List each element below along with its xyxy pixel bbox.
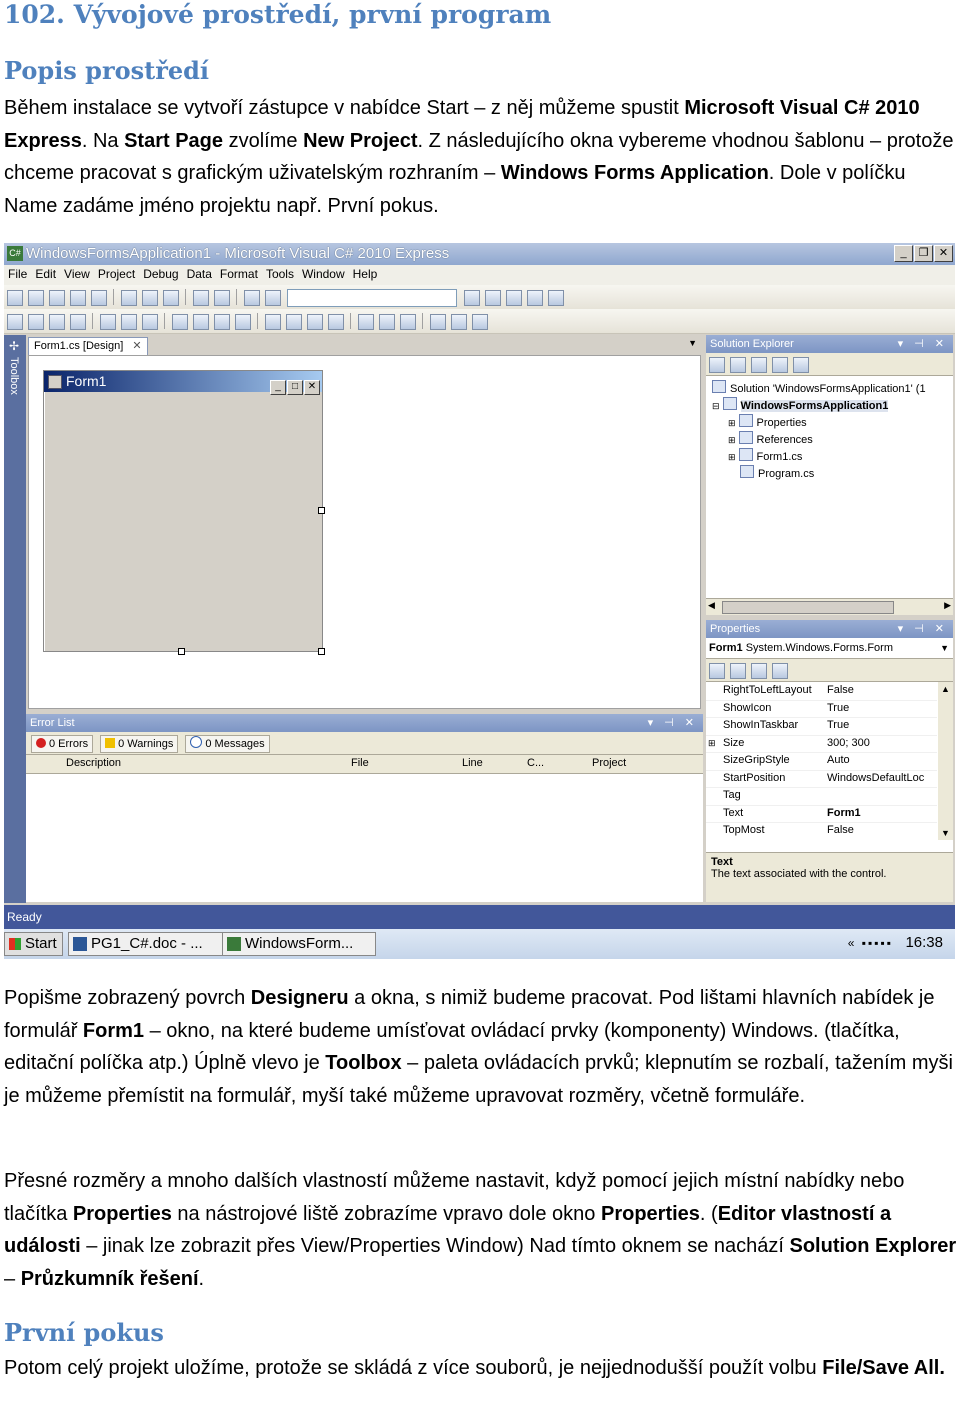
paragraph-properties (4, 1165, 960, 1295)
error-list-title-bar (26, 714, 703, 732)
text-run: Potom celý projekt uložíme, protože se skládá z více souborů, je nejjednodušší použít volbu (4, 1357, 823, 1379)
menu-tools[interactable]: Tools (265, 267, 294, 281)
resize-handle-bottom[interactable] (178, 648, 185, 655)
column-file[interactable]: File (351, 757, 369, 769)
project-node[interactable] (712, 397, 888, 412)
scroll-left-icon[interactable]: ◀ (708, 600, 715, 610)
toolbar-separator (113, 289, 114, 305)
save-icon[interactable] (70, 290, 86, 306)
text-run: – (4, 1267, 21, 1290)
warnings-filter-button[interactable] (100, 735, 178, 753)
ide-title-bar (4, 243, 955, 265)
text-run: – okno, na které budeme umísťovat ovládací prvky (komponenty) Windows. (tlačítka, editační políčka atp.) Úplně vlevo je (4, 1019, 900, 1074)
section-title-popis: Popis prostředí (4, 56, 210, 85)
vertical-scrollbar[interactable] (938, 682, 953, 840)
task-label: WindowsForm... (245, 935, 354, 952)
pane-buttons[interactable]: ▾ ⊣ ✕ (897, 623, 948, 635)
description-text: The text associated with the control. (711, 868, 887, 880)
error-icon (36, 738, 46, 748)
scroll-thumb[interactable] (722, 601, 894, 614)
same-height-icon[interactable] (193, 314, 209, 330)
pane-buttons[interactable]: ▾ ⊣ ✕ (647, 717, 698, 729)
ide-window-title: WindowsFormsApplication1 - Microsoft Visual C# 2010 Express (26, 245, 450, 262)
property-row-selected[interactable] (706, 805, 937, 824)
bold-run: Form1 (82, 1019, 145, 1042)
align-middle-icon[interactable] (121, 314, 137, 330)
text-run: a okna, s nimiž budeme pracovat. Pod lištami hlavních nabídek je formulář (4, 987, 935, 1042)
csharp-app-icon: C# (7, 246, 23, 261)
property-row[interactable] (706, 770, 937, 789)
properties-toolbar (706, 659, 953, 682)
alphabetical-icon[interactable] (730, 663, 746, 679)
menu-project[interactable]: Project (97, 267, 136, 281)
minimize-icon: _ (270, 380, 286, 395)
align-bottom-icon[interactable] (142, 314, 158, 330)
paragraph-save (4, 1352, 960, 1385)
tree-item-label: Program.cs (758, 468, 815, 480)
center-horizontally-icon[interactable] (379, 314, 395, 330)
pane-buttons[interactable]: ▾ ⊣ ✕ (897, 338, 948, 350)
redo-icon[interactable] (214, 290, 230, 306)
text-run: Přesné rozměry a mnoho dalších vlastností můžeme nastavit, když pomocí jejich místní nabídky nebo tlačítka (4, 1170, 905, 1225)
design-surface[interactable] (28, 355, 701, 709)
maximize-icon: □ (287, 380, 303, 395)
same-width-icon[interactable] (172, 314, 188, 330)
solution-explorer-title-bar (706, 335, 953, 353)
increase-spacing-icon[interactable] (286, 314, 302, 330)
property-value[interactable]: WindowsDefaultLoc (827, 771, 925, 784)
minimize-icon[interactable]: _ (894, 245, 913, 262)
property-name: ShowIcon (723, 701, 772, 714)
project-icon (723, 397, 737, 410)
property-value[interactable]: True (827, 701, 850, 714)
tree-item-program[interactable] (740, 465, 814, 480)
form1-title-bar[interactable] (44, 371, 322, 392)
cut-icon[interactable] (121, 290, 137, 306)
project-label: WindowsFormsApplication1 (740, 400, 889, 412)
column-project[interactable]: Project (592, 757, 627, 769)
toolbar-separator (92, 313, 93, 329)
text-run: . ( (699, 1202, 718, 1225)
toolbar-separator (236, 289, 237, 305)
toolbox-icon[interactable] (506, 290, 522, 306)
visual-csharp-icon (227, 937, 241, 951)
resize-handle-corner[interactable] (318, 648, 325, 655)
align-center-icon[interactable] (49, 314, 65, 330)
tree-item-form1[interactable] (728, 448, 802, 463)
layout-toolbar (4, 309, 955, 334)
properties-folder-icon (739, 414, 753, 427)
property-row[interactable] (706, 717, 937, 736)
expand-icon[interactable]: ⊞ (728, 418, 736, 428)
description-title: Text (711, 856, 733, 868)
word-doc-icon (73, 937, 87, 951)
text-run: Popišme zobrazený povrch (4, 987, 251, 1009)
property-value[interactable]: False (827, 824, 854, 836)
status-bar: Ready (4, 905, 955, 929)
windows-logo-icon (9, 938, 21, 950)
solution-explorer-title: Solution Explorer (710, 338, 794, 350)
toolbar-separator (350, 313, 351, 329)
warning-icon (105, 738, 115, 748)
property-value[interactable]: True (827, 719, 850, 731)
solution-explorer-icon[interactable] (464, 290, 480, 306)
properties-window-icon[interactable] (485, 290, 501, 306)
align-right-icon[interactable] (70, 314, 86, 330)
collapse-icon[interactable]: ⊟ (712, 401, 720, 411)
bold-run: Designeru (250, 987, 349, 1009)
restore-icon[interactable]: ❐ (914, 245, 933, 262)
bold-run: File/Save All. (822, 1357, 945, 1379)
text-run: . Z následujícího okna vybereme vhodnou šablonu – protože chceme pracovat s grafickým uživatelským rozhraním – (4, 129, 954, 184)
solution-icon (712, 380, 726, 393)
save-all-icon[interactable] (91, 290, 107, 306)
tab-order-icon[interactable] (472, 314, 488, 330)
expand-icon[interactable]: ⊞ (728, 452, 736, 462)
menu-edit[interactable]: Edit (35, 267, 57, 281)
property-name: RightToLeftLayout (723, 684, 812, 696)
property-value[interactable]: Auto (827, 754, 850, 766)
errors-filter-button[interactable] (31, 735, 93, 753)
menu-help[interactable]: Help (352, 267, 378, 281)
error-list-header (26, 755, 703, 774)
property-row[interactable] (706, 752, 937, 771)
property-name: ShowInTaskbar (723, 719, 799, 731)
undo-icon[interactable] (193, 290, 209, 306)
new-project-icon[interactable] (7, 290, 23, 306)
csharp-file-icon (740, 465, 754, 478)
solution-explorer-toolbar (706, 353, 953, 376)
windows-taskbar (4, 929, 955, 959)
align-top-icon[interactable] (100, 314, 116, 330)
chevron-down-icon[interactable]: ▼ (940, 643, 949, 653)
bold-run: Windows Forms Application (500, 162, 769, 184)
scroll-up-icon[interactable]: ▲ (941, 684, 950, 694)
bold-run: Toolbox (325, 1052, 402, 1074)
start-debugging-icon[interactable] (244, 290, 260, 306)
start-button[interactable] (4, 932, 63, 956)
section-title-prvni-pokus: První pokus (4, 1318, 164, 1347)
find-in-files-icon[interactable] (265, 290, 281, 306)
paragraph-intro (4, 92, 960, 222)
property-row[interactable] (706, 787, 937, 806)
find-combo[interactable] (287, 289, 457, 307)
text-run: – paleta ovládacích prvků; klepnutím se rozbalí, tažením myši je můžeme přemístit na formulář, myší také můžeme upravovat rozměry, včetně formuláře. (4, 1052, 953, 1107)
scroll-right-icon[interactable]: ▶ (944, 600, 951, 610)
solution-label: Solution 'WindowsFormsApplication1' (1 (730, 383, 926, 395)
decrease-spacing-icon[interactable] (307, 314, 323, 330)
same-size-icon[interactable] (214, 314, 230, 330)
toolbox-label[interactable]: Toolbox (8, 357, 20, 395)
toolbar-separator (185, 289, 186, 305)
categorized-icon[interactable] (709, 663, 725, 679)
standard-toolbar (4, 285, 955, 310)
expand-icon[interactable]: ⊞ (708, 737, 716, 748)
properties-icon[interactable] (709, 357, 725, 373)
property-name: SizeGripStyle (723, 754, 790, 766)
form1-window[interactable] (43, 370, 323, 652)
property-name: StartPosition (723, 771, 786, 784)
center-vertically-icon[interactable] (400, 314, 416, 330)
dropdown-arrow-icon[interactable]: ▼ (688, 338, 697, 348)
tab-form1-design[interactable] (28, 337, 148, 355)
error-filter-tabs (26, 732, 703, 755)
expand-icon[interactable]: ⊞ (728, 435, 736, 445)
toolbar-separator (164, 313, 165, 329)
taskbar-item-vs[interactable] (222, 932, 376, 956)
errors-count: 0 Errors (49, 738, 89, 750)
object-selector[interactable] (706, 638, 953, 659)
view-code-icon[interactable] (772, 357, 788, 373)
open-file-icon[interactable] (49, 290, 65, 306)
scroll-down-icon[interactable]: ▼ (941, 828, 950, 838)
property-grid (706, 682, 953, 840)
taskbar-item-word[interactable] (68, 932, 227, 956)
form-file-icon (739, 448, 753, 461)
document-tab-bar (26, 335, 703, 355)
close-icon[interactable]: ✕ (934, 245, 953, 262)
menu-bar (4, 265, 955, 285)
horizontal-scrollbar[interactable] (706, 598, 953, 615)
solution-node[interactable] (712, 380, 926, 395)
bold-run: Start Page (124, 129, 224, 152)
tab-label: Form1.cs [Design] (34, 340, 124, 352)
menu-file[interactable]: File (8, 267, 28, 281)
ide-screenshot (4, 243, 955, 959)
bold-run: Průzkumník řešení (20, 1267, 199, 1290)
tree-item-properties[interactable] (728, 414, 807, 429)
remove-spacing-icon[interactable] (328, 314, 344, 330)
properties-pane (706, 620, 953, 902)
text-run: Během instalace se vytvoří zástupce v nabídce Start – z něj můžeme spustit (4, 97, 685, 119)
horizontal-spacing-icon[interactable] (265, 314, 281, 330)
text-run: zvolíme (223, 129, 304, 152)
info-icon (190, 736, 202, 748)
paste-icon[interactable] (163, 290, 179, 306)
resize-handle-right[interactable] (318, 507, 325, 514)
property-value[interactable]: 300; 300 (827, 736, 870, 749)
tree-item-label: References (756, 434, 813, 446)
property-name: TopMost (723, 824, 765, 836)
references-icon (739, 431, 753, 444)
property-name: Size (723, 736, 745, 749)
property-description (706, 852, 953, 902)
tree-item-label: Properties (756, 417, 807, 429)
bold-run: New Project (303, 129, 418, 152)
bring-to-front-icon[interactable] (430, 314, 446, 330)
form-designer (26, 335, 703, 711)
start-label: Start (25, 935, 57, 952)
property-value[interactable]: False (827, 684, 854, 696)
menu-data[interactable]: Data (186, 267, 212, 281)
menu-format[interactable]: Format (219, 267, 258, 281)
toolbar-separator (257, 313, 258, 329)
bold-run: Editor vlastností a události (4, 1202, 892, 1257)
property-row[interactable] (706, 735, 937, 754)
form1-title: Form1 (66, 373, 107, 389)
property-name: Tag (723, 789, 741, 801)
error-list-title: Error List (30, 717, 75, 729)
view-designer-icon[interactable] (793, 357, 809, 373)
warnings-count: 0 Warnings (118, 738, 174, 750)
property-name: Text (723, 806, 744, 819)
menu-view[interactable]: View (64, 267, 90, 281)
object-name: Form1 (709, 642, 743, 654)
system-tray[interactable]: « ▪▪▪▪▪ (847, 936, 893, 950)
events-icon[interactable] (772, 663, 788, 679)
paragraph-designer (4, 982, 960, 1112)
text-run: – jinak lze zobrazit přes View/Properties Window) Nad tímto oknem se nachází (80, 1235, 790, 1257)
task-label: PG1_C#.doc - ... (91, 935, 203, 952)
text-run: na nástrojové liště zobrazíme vpravo dole okno (171, 1202, 601, 1225)
menu-window[interactable]: Window (301, 267, 345, 281)
menu-debug[interactable]: Debug (143, 267, 179, 281)
bold-run: Properties (600, 1202, 700, 1225)
close-icon: ✕ (304, 380, 320, 395)
property-row[interactable] (706, 700, 937, 719)
properties-title-bar (706, 620, 953, 638)
tree-item-label: Form1.cs (756, 451, 803, 463)
align-grid-icon[interactable] (7, 314, 23, 330)
property-row[interactable] (706, 682, 937, 701)
start-page-icon[interactable] (548, 290, 564, 306)
toolbar-separator (422, 313, 423, 329)
size-to-grid-icon[interactable] (235, 314, 251, 330)
add-item-icon[interactable] (28, 290, 44, 306)
error-list-pane (26, 714, 703, 902)
clock: 16:38 (905, 934, 943, 951)
text-run: . Dole v políčku Name zadáme jméno projektu např. První pokus. (4, 162, 906, 217)
vertical-spacing-icon[interactable] (358, 314, 374, 330)
text-run: . Na (81, 129, 125, 152)
messages-filter-button[interactable] (185, 735, 269, 753)
refresh-icon[interactable] (751, 357, 767, 373)
object-browser-icon[interactable] (527, 290, 543, 306)
property-row[interactable] (706, 822, 937, 840)
bold-run: Solution Explorer (789, 1235, 957, 1257)
pin-icon[interactable]: ✢ (9, 339, 20, 353)
window-buttons (893, 245, 953, 262)
column-line[interactable]: Line (462, 757, 483, 769)
document-heading: 102. Vývojové prostředí, první program (4, 0, 552, 29)
tree-item-references[interactable] (728, 431, 813, 446)
column-description[interactable]: Description (66, 757, 122, 769)
send-to-back-icon[interactable] (451, 314, 467, 330)
show-all-files-icon[interactable] (730, 357, 746, 373)
property-value[interactable]: Form1 (827, 806, 861, 819)
text-run: . (198, 1267, 205, 1290)
object-type: System.Windows.Forms.Form (745, 642, 893, 654)
form-icon (48, 375, 62, 389)
close-tab-icon[interactable]: ✕ (132, 340, 142, 352)
copy-icon[interactable] (142, 290, 158, 306)
solution-explorer-pane (706, 335, 953, 615)
column-c[interactable]: C... (527, 757, 545, 769)
bold-run: Microsoft Visual C# 2010 Express (4, 97, 920, 152)
properties-title: Properties (710, 623, 761, 635)
toolbox-strip[interactable] (4, 335, 26, 903)
form1-window-buttons (269, 374, 320, 395)
bold-run: Properties (72, 1202, 172, 1225)
messages-count: 0 Messages (205, 738, 265, 750)
properties-view-icon[interactable] (751, 663, 767, 679)
align-left-icon[interactable] (28, 314, 44, 330)
